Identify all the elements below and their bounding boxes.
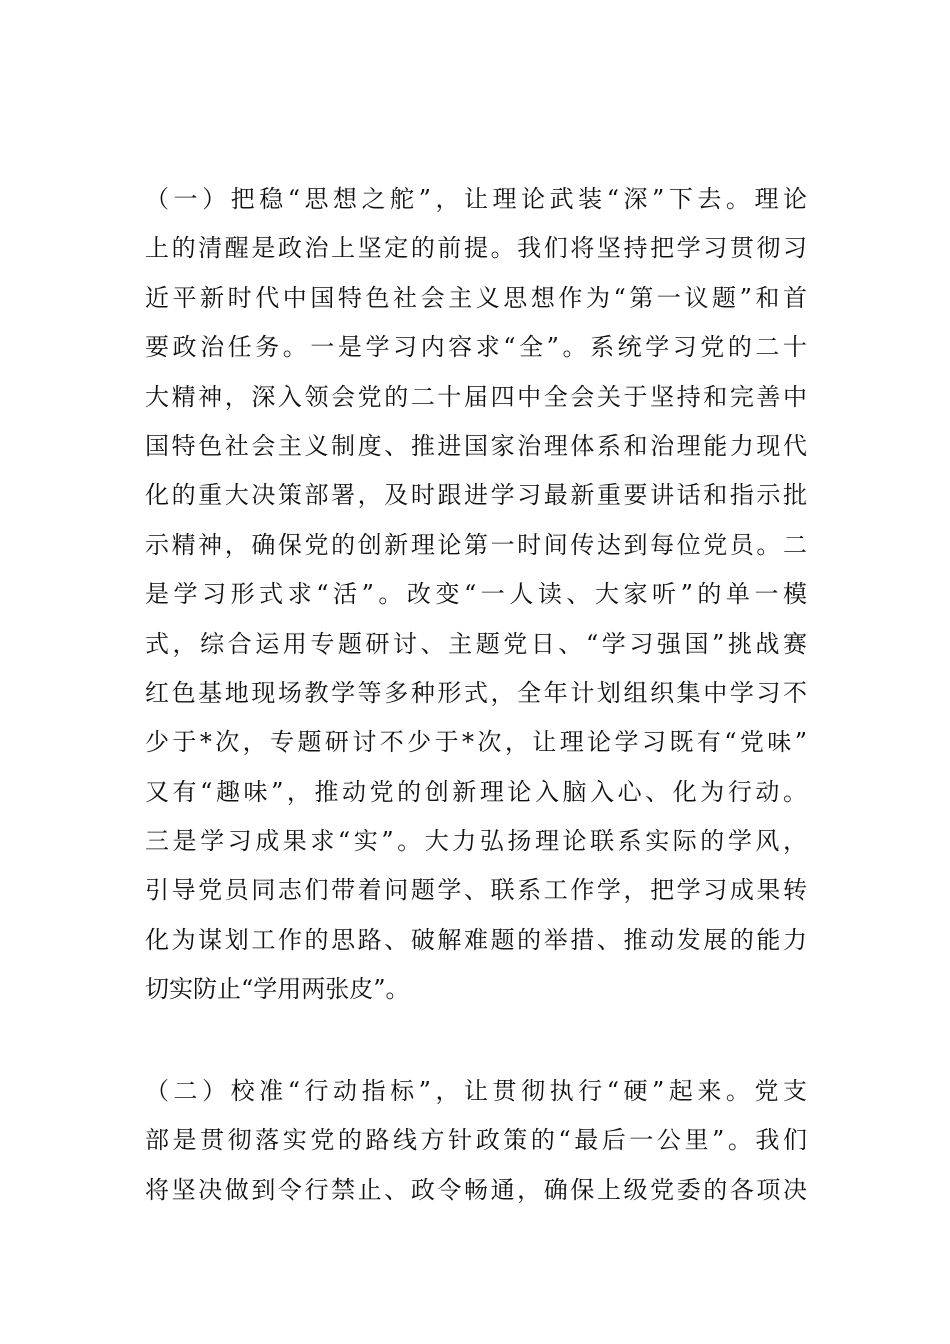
text-line: 是学习形式求“活”。改变“一人读、大家听”的单一模 [145, 580, 807, 609]
text-line: 上的清醒是政治上坚定的前提。我们将坚持把学习贯彻习 [145, 234, 807, 263]
text-line: 化的重大决策部署，及时跟进学习最新重要讲话和指示批 [145, 481, 807, 510]
text-line: 少于*次，专题研讨不少于*次，让理论学习既有“党味” [145, 728, 807, 757]
paragraph-2 [145, 1067, 807, 1215]
text-line: 将坚决做到令行禁止、政令畅通，确保上级党委的各项决 [145, 1175, 807, 1204]
text-line: 式，综合运用专题研讨、主题党日、“学习强国”挑战赛 [145, 629, 807, 658]
text-line: 示精神，确保党的创新理论第一时间传达到每位党员。二 [145, 530, 807, 559]
text-line: 又有“趣味”，推动党的创新理论入脑入心、化为行动。 [145, 777, 807, 806]
text-line: 三是学习成果求“实”。大力弘扬理论联系实际的学风， [145, 827, 807, 856]
text-line: 要政治任务。一是学习内容求“全”。系统学习党的二十 [145, 333, 807, 362]
text-line: 红色基地现场教学等多种形式，全年计划组织集中学习不 [145, 678, 807, 707]
text-line: 大精神，深入领会党的二十届四中全会关于坚持和完善中 [145, 382, 807, 411]
text-line: 近平新时代中国特色社会主义思想作为“第一议题”和首 [145, 283, 807, 312]
text-line: （二）校准“行动指标”，让贯彻执行“硬”起来。党支 [145, 1077, 807, 1105]
text-line: 化为谋划工作的思路、破解难题的举措、推动发展的能力 [145, 925, 807, 954]
text-line: 引导党员同志们带着问题学、联系工作学，把学习成果转 [145, 876, 807, 905]
text-line: 部是贯彻落实党的路线方针政策的“最后一公里”。我们 [145, 1126, 807, 1155]
paragraph-1 [145, 175, 807, 1015]
text-line: 国特色社会主义制度、推进国家治理体系和治理能力现代 [145, 431, 807, 460]
text-line: 切实防止“学用两张皮”。 [145, 975, 410, 1004]
text-line: （一）把稳“思想之舵”，让理论武装“深”下去。理论 [145, 185, 807, 213]
